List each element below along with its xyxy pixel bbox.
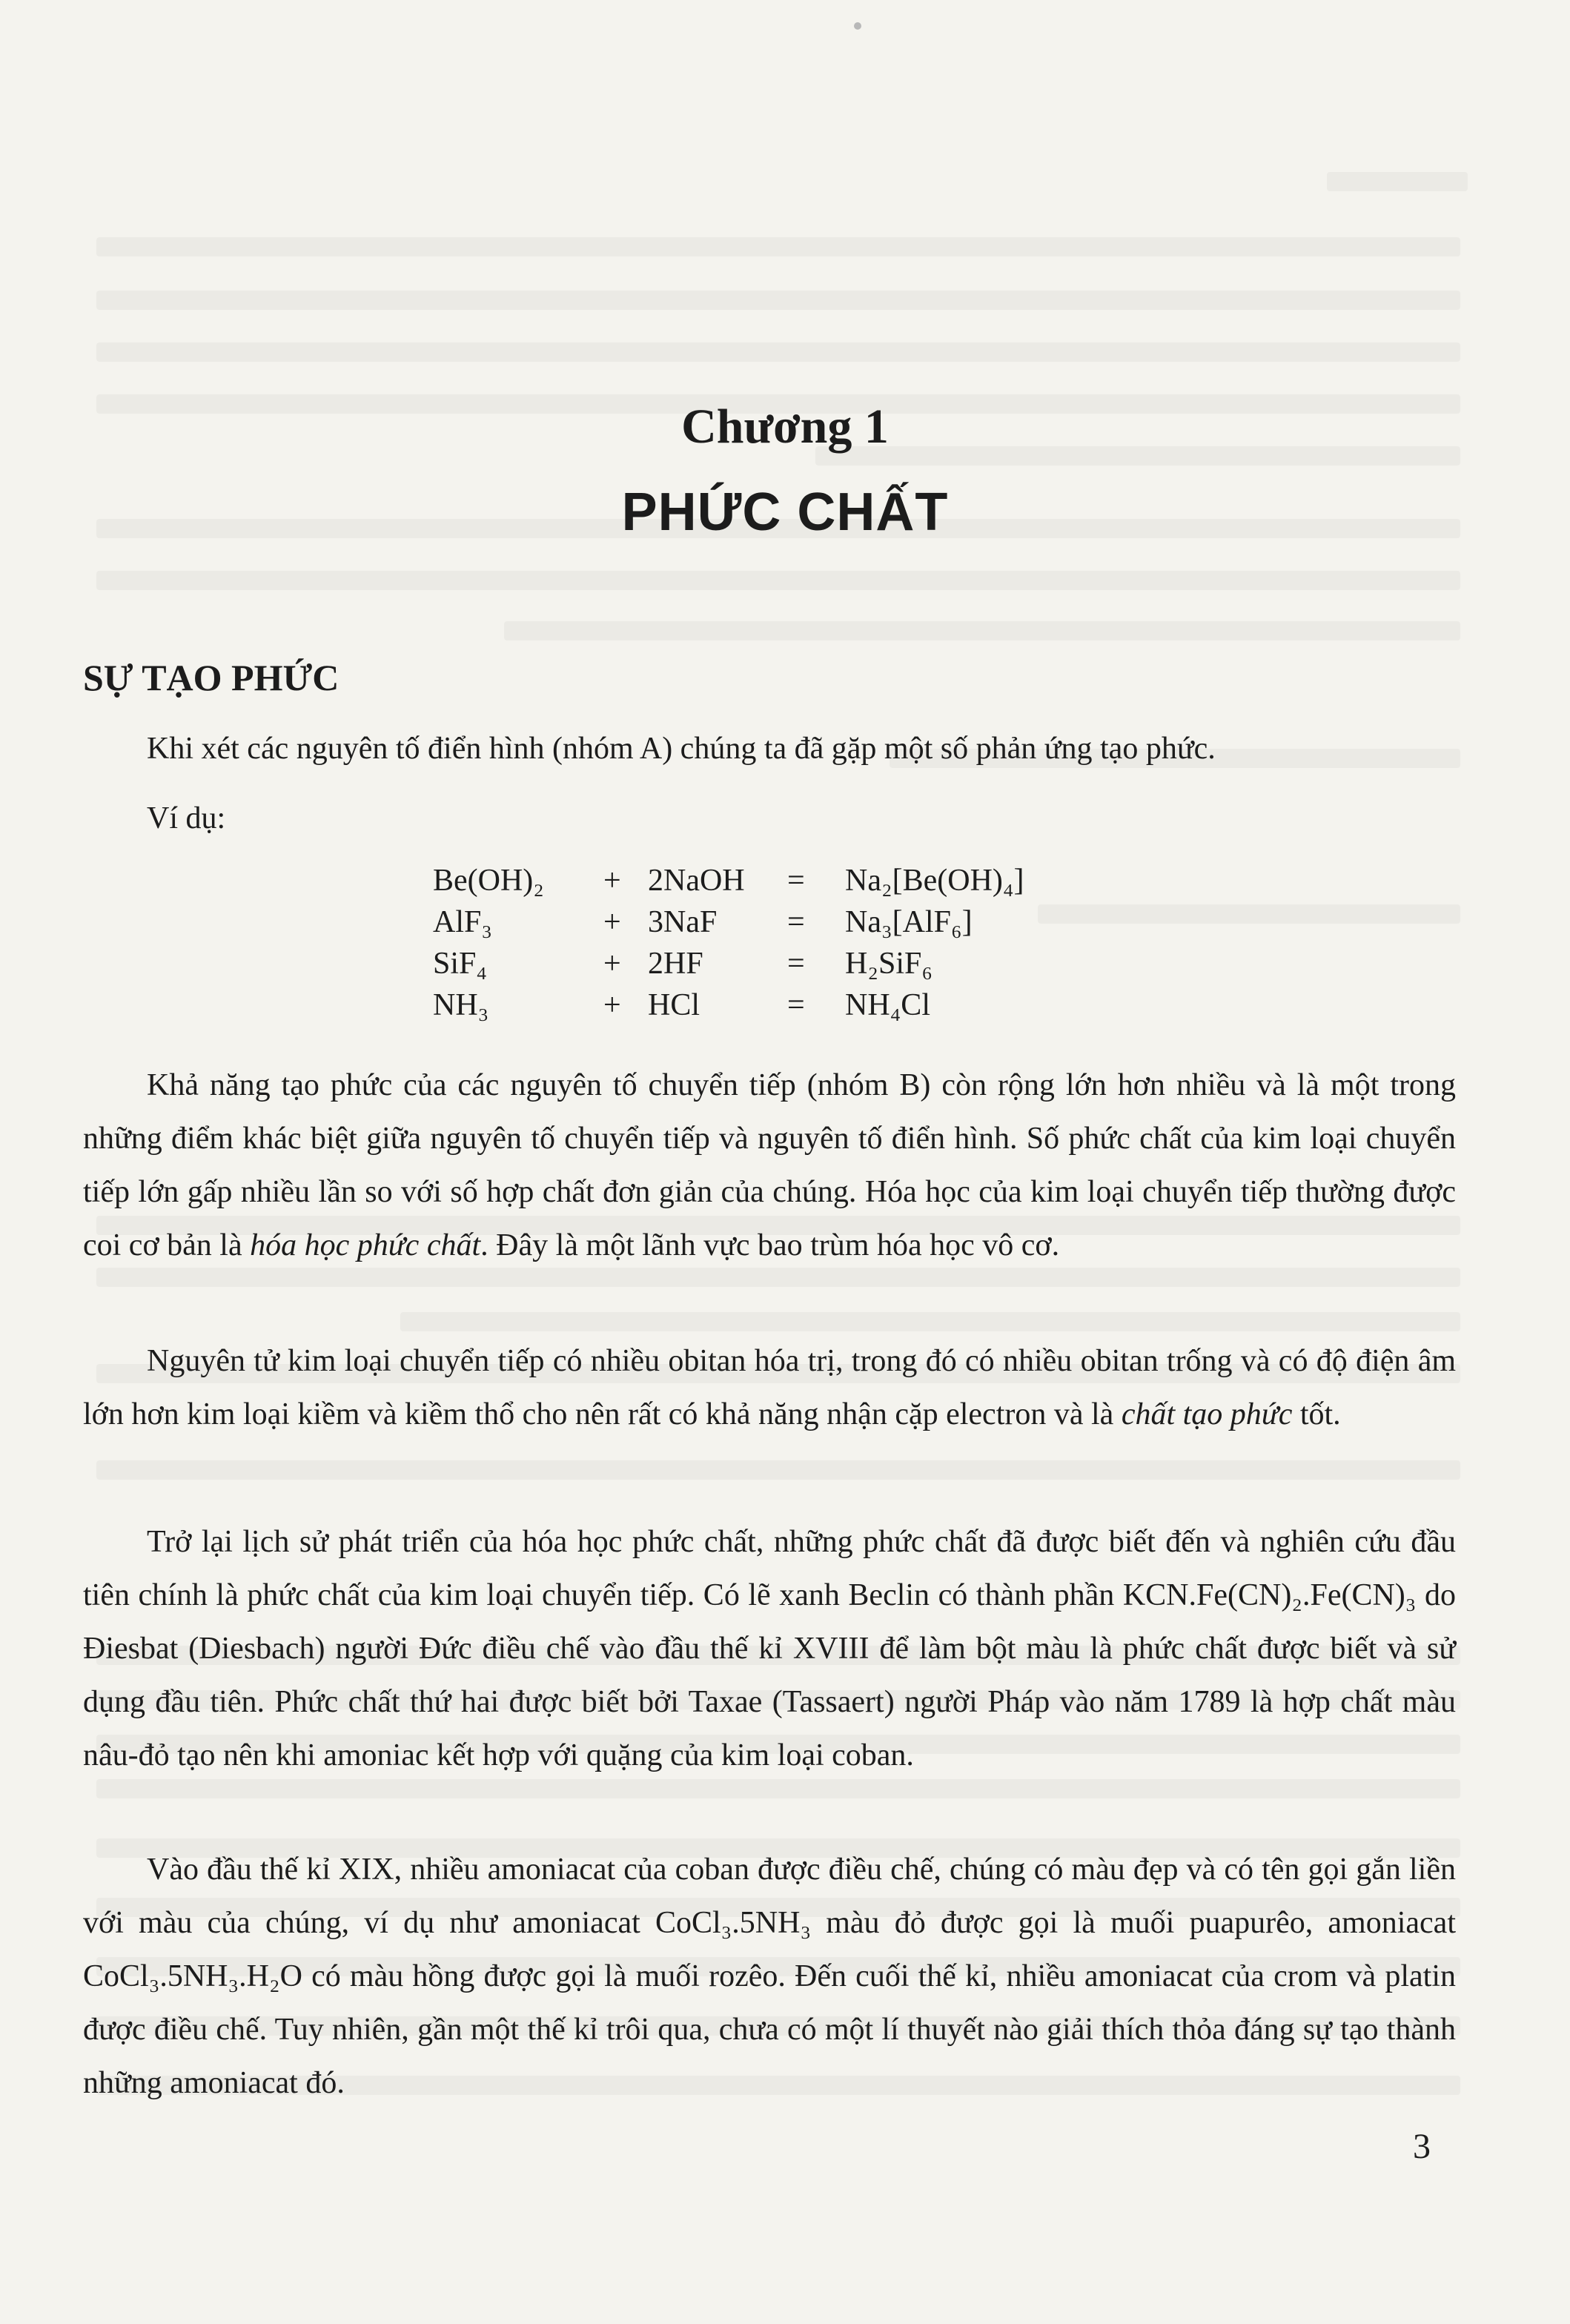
equation-reactant-1: AlF₃ [433, 905, 493, 939]
paragraph-text: . Đây là một lãnh vực bao trùm hóa học vô cơ. [480, 1228, 1060, 1262]
emphasis-text: hóa học phức chất [250, 1228, 481, 1262]
equation-equals: = [787, 947, 805, 981]
paragraph-orbitals [83, 1334, 1456, 1441]
paragraph-text: Trở lại lịch sử phát triển của hóa học phức chất, những phức chất đã được biết đến và nghiên cứu đầu tiên chính là phức chất của kim loại chuyển tiếp. Có lẽ xanh Beclin có thành phần KCN.Fe(CN)₂.Fe(CN)₃ do Điesbat (Diesbach) người Đức điều chế vào đầu thế kỉ XVIII để làm bột màu là phức chất được biết và sử dụng đầu tiên. Phức chất thứ hai được biết bởi Taxae (Tassaert) người Pháp vào năm 1789 là hợp chất màu nâu-đỏ tạo nên khi amoniac kết hợp với quặng của kim loại coban. [83, 1525, 1456, 1772]
chapter-title: PHỨC CHẤT [621, 483, 949, 542]
paragraph-text: Khả năng tạo phức của các nguyên tố chuyển tiếp (nhóm B) còn rộng lớn hơn nhiều và là một trong những điểm khác biệt giữa nguyên tố chuyển tiếp và nguyên tố điển hình. Số phức chất của kim loại chuyển tiếp lớn gấp nhiều lần so với số hợp chất đơn giản của chúng. Hóa học của kim loại chuyển tiếp thường được coi cơ bản là [83, 1068, 1456, 1262]
equation-equals: = [787, 988, 805, 1022]
equation-plus: + [603, 905, 621, 939]
equation-product: Na₂[Be(OH)₄] [845, 864, 1024, 898]
equation-product: NH₄Cl [845, 988, 930, 1022]
page-number: 3 [1413, 2127, 1431, 2166]
equation-reactant-2: HCl [648, 988, 700, 1022]
paragraph-amoniacat [83, 1843, 1456, 2110]
paragraph-transition-complexes [83, 1059, 1456, 1272]
intro-text: Khi xét các nguyên tố điển hình (nhóm A) chúng ta đã gặp một số phản ứng tạo phức. [147, 732, 1216, 766]
equation-product: Na₃[AlF₆] [845, 905, 973, 939]
equation-equals: = [787, 905, 805, 939]
paragraph-history [83, 1515, 1456, 1782]
equation-reactant-2: 3NaF [648, 905, 718, 939]
intro-paragraph [83, 722, 1456, 775]
equation-equals: = [787, 864, 805, 898]
equation-plus: + [603, 864, 621, 898]
equation-reactant-1: Be(OH)₂ [433, 864, 544, 898]
equation-reactant-1: NH₃ [433, 988, 489, 1022]
print-mark [854, 22, 861, 30]
equation-plus: + [603, 988, 621, 1022]
equation-reactant-2: 2HF [648, 947, 703, 981]
chapter-label: Chương 1 [681, 400, 889, 454]
equation-reactant-1: SiF₄ [433, 947, 488, 981]
emphasis-text: chất tạo phức [1121, 1397, 1293, 1431]
equation-plus: + [603, 947, 621, 981]
example-label-paragraph [83, 792, 1456, 845]
example-label: Ví dụ: [147, 801, 226, 835]
paragraph-text: tốt. [1292, 1397, 1341, 1431]
section-heading: SỰ TẠO PHỨC [83, 657, 339, 698]
equation-reactant-2: 2NaOH [648, 864, 745, 898]
paragraph-text: Nguyên tử kim loại chuyển tiếp có nhiều obitan hóa trị, trong đó có nhiều obitan trống và có độ điện âm lớn hơn kim loại kiềm và kiềm thổ cho nên rất có khả năng nhận cặp electron và là [83, 1344, 1456, 1431]
paragraph-text: Vào đầu thế kỉ XIX, nhiều amoniacat của coban được điều chế, chúng có màu đẹp và có tên gọi gắn liền với màu của chúng, ví dụ như amoniacat CoCl₃.5NH₃ màu đỏ được gọi là muối puapurêo, amoniacat CoCl₃.5NH₃.H₂O có màu hồng được gọi là muối rozêo. Đến cuối thế kỉ, nhiều amoniacat của crom và platin được điều chế. Tuy nhiên, gần một thế kỉ trôi qua, chưa có một lí thuyết nào giải thích thỏa đáng sự tạo thành những amoniacat đó. [83, 1853, 1456, 2100]
equation-product: H₂SiF₆ [845, 947, 933, 981]
